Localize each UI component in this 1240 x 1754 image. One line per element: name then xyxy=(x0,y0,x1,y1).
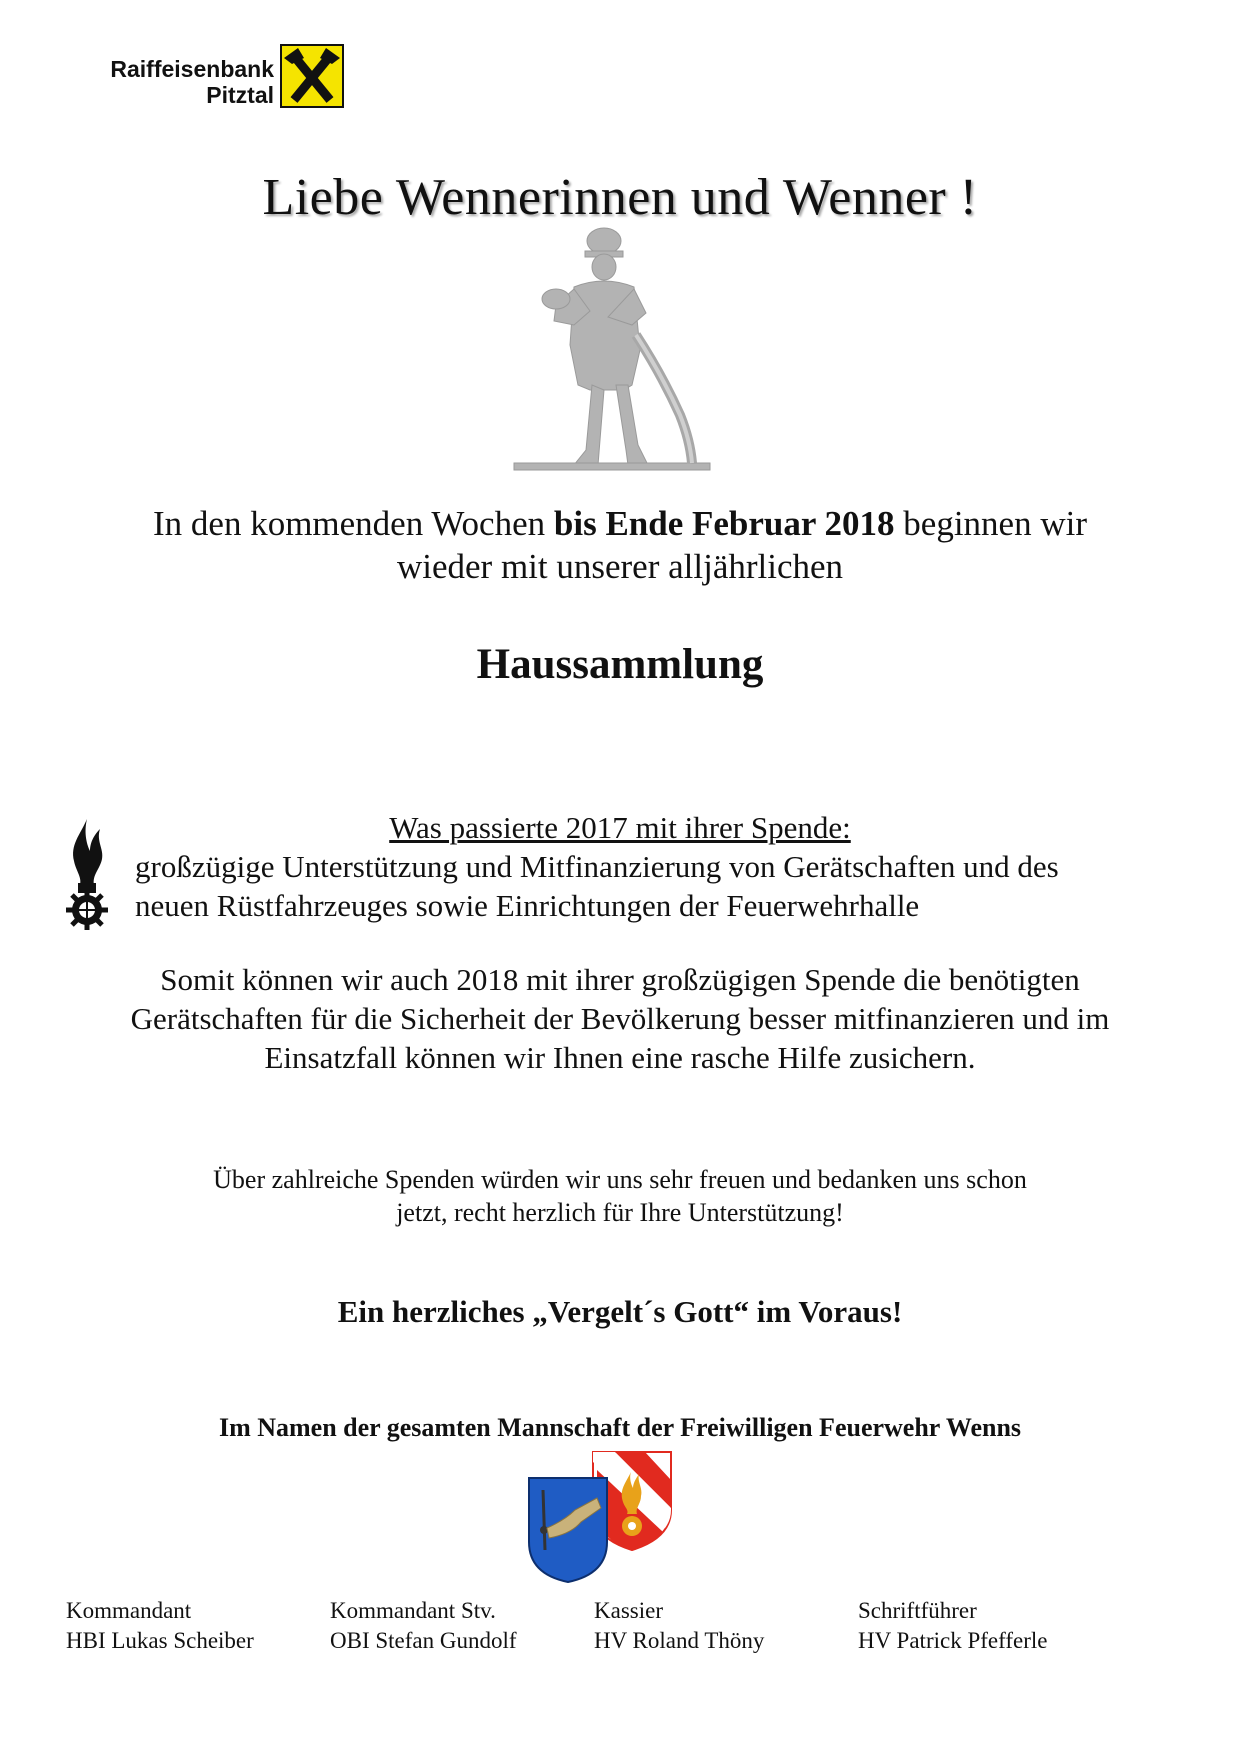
outlook-paragraph xyxy=(0,960,1240,1077)
fireman-figure-icon xyxy=(512,225,712,490)
donation-use-line1: großzügige Unterstützung und Mitfinanzierung von Gerätschaften und des xyxy=(135,849,1059,884)
intro-line2: wieder mit unserer alljährlichen xyxy=(396,547,844,586)
raiffeisenbank-logo xyxy=(96,42,346,112)
thanks-paragraph xyxy=(0,1163,1240,1229)
intro-line1 xyxy=(0,502,1240,545)
collection-title: Haussammlung xyxy=(476,641,764,688)
signatory-role: Kommandant Stv. xyxy=(330,1598,496,1623)
signatory-deputy-commander xyxy=(330,1596,590,1656)
outlook-line1: Somit können wir auch 2018 mit ihrer großzügigen Spende die benötigten xyxy=(160,962,1080,997)
bank-name xyxy=(110,56,274,108)
outlook-line3: Einsatzfall können wir Ihnen eine rasche Hilfe zusichern. xyxy=(264,1040,976,1075)
signatory-role: Kassier xyxy=(594,1598,663,1623)
intro-text-start: In den kommenden Wochen xyxy=(153,504,554,543)
signatory-name: HV Patrick Pfefferle xyxy=(858,1628,1048,1653)
outlook-line2: Gerätschaften für die Sicherheit der Bevölkerung besser mitfinanzieren und im xyxy=(130,1001,1110,1036)
signatory-commander xyxy=(66,1596,326,1656)
intro-deadline: bis Ende Februar 2018 xyxy=(553,504,895,543)
wenns-crest-icon xyxy=(529,1478,607,1582)
raiffeisen-gable-cross-icon xyxy=(280,44,344,108)
signatory-role: Kommandant xyxy=(66,1598,192,1623)
signatory-name: OBI Stefan Gundolf xyxy=(330,1628,517,1653)
page-title: Liebe Wennerinnen und Wenner ! xyxy=(262,169,978,226)
signatory-name: HV Roland Thöny xyxy=(594,1628,765,1653)
bank-name-line2: Pitztal xyxy=(206,82,274,108)
donation-use-heading: Was passierte 2017 mit ihrer Spende: xyxy=(389,810,851,845)
signatory-treasurer xyxy=(594,1596,854,1656)
thanks-line1: Über zahlreiche Spenden würden wir uns sehr freuen und bedanken uns schon xyxy=(213,1165,1027,1194)
on-behalf-line: Im Namen der gesamten Mannschaft der Freiwilligen Feuerwehr Wenns xyxy=(218,1413,1022,1442)
intro-text-end: beginnen wir xyxy=(894,504,1087,543)
intro-paragraph xyxy=(0,502,1240,588)
municipal-and-fire-brigade-crests xyxy=(525,1450,675,1585)
signatory-role: Schriftführer xyxy=(858,1598,977,1623)
closing-line: Ein herzliches „Vergelt´s Gott“ im Voraus! xyxy=(337,1294,903,1329)
signatory-secretary xyxy=(858,1596,1118,1656)
bank-name-line1: Raiffeisenbank xyxy=(110,56,274,82)
donation-use-text xyxy=(135,847,1185,925)
signatory-name: HBI Lukas Scheiber xyxy=(66,1628,254,1653)
thanks-line2: jetzt, recht herzlich für Ihre Unterstützung! xyxy=(396,1198,844,1227)
donation-use-line2: neuen Rüstfahrzeuges sowie Einrichtungen der Feuerwehrhalle xyxy=(135,888,920,923)
